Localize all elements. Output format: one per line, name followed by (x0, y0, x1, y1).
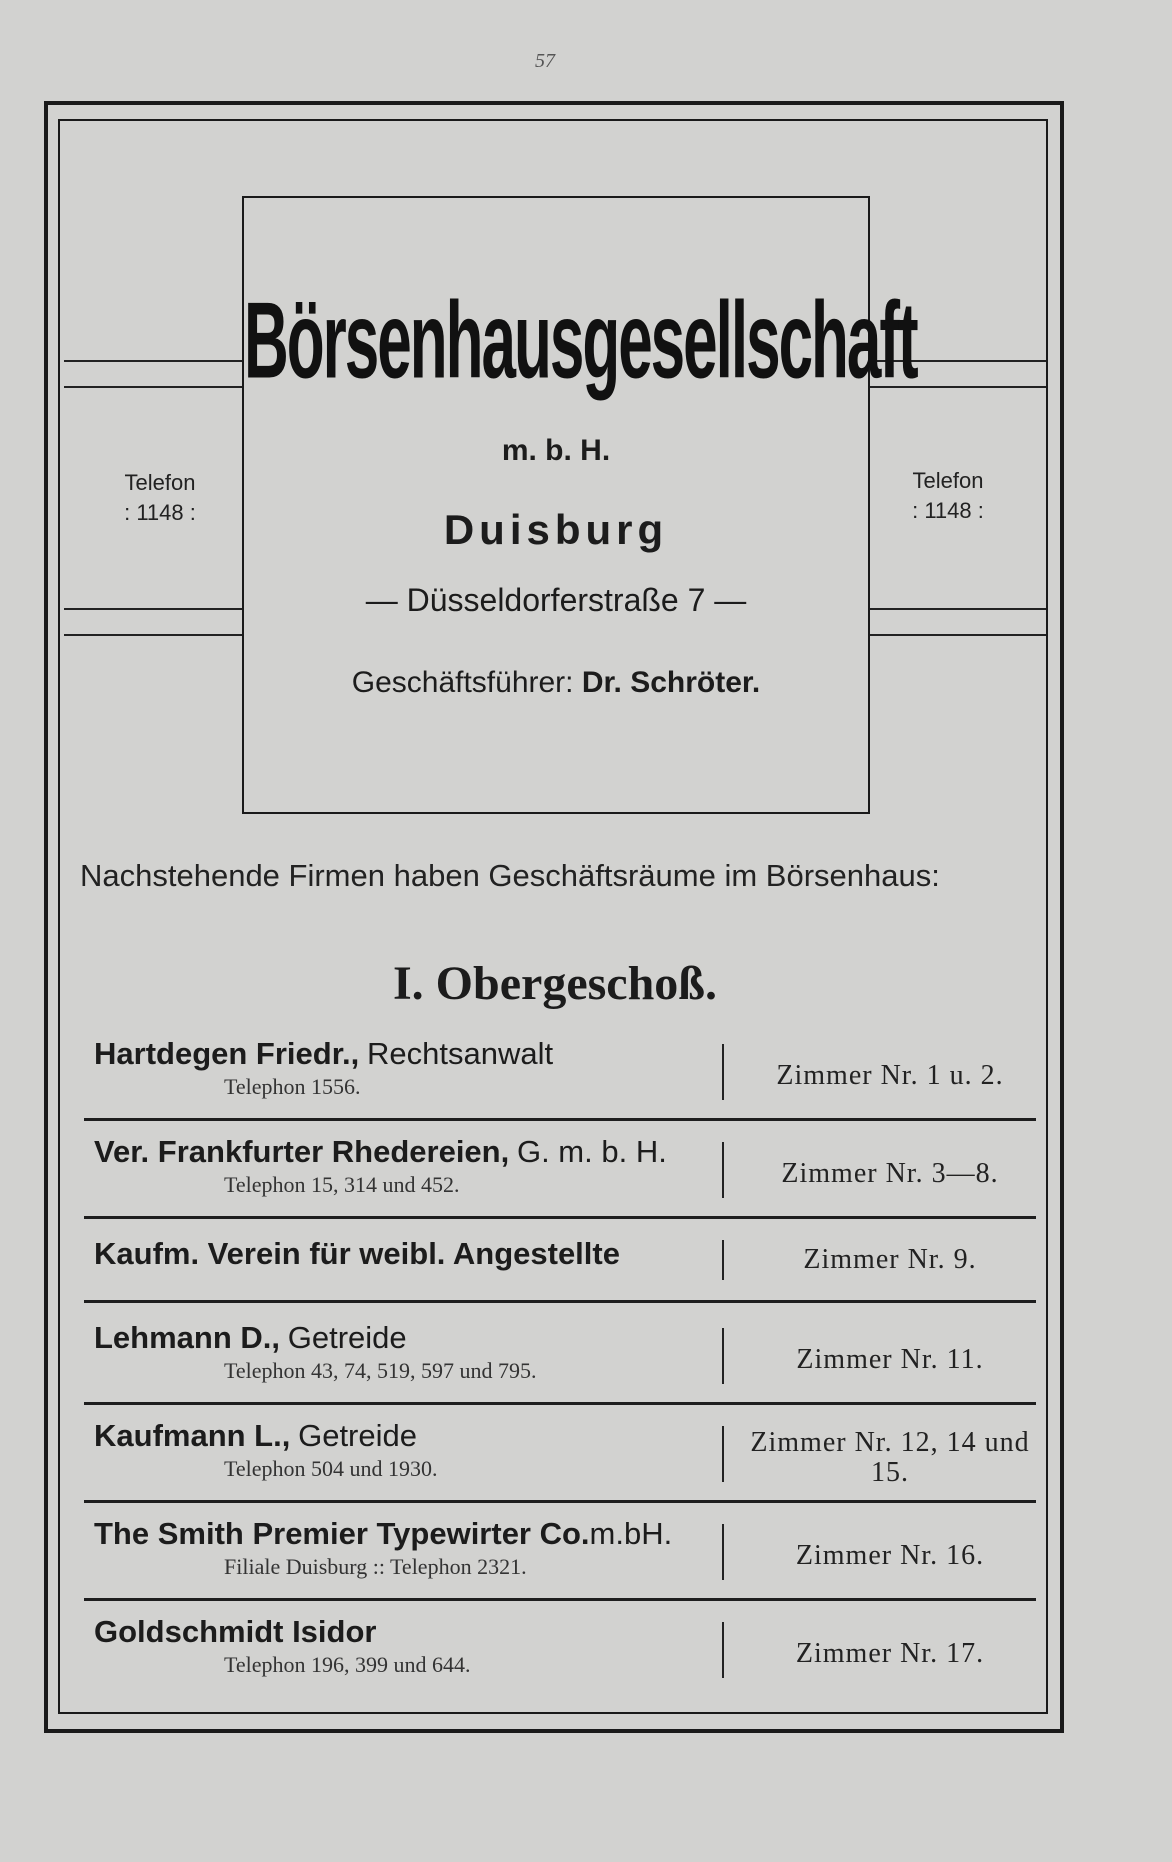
tenant-name: Kaufmann L., (94, 1418, 291, 1453)
brace (722, 1622, 724, 1678)
telephone-right (888, 466, 1008, 526)
tenant-room: Zimmer Nr. 3—8. (781, 1158, 999, 1189)
tenant-name: Hartdegen Friedr., (94, 1036, 360, 1071)
tenant-occupation: Rechtsanwalt (367, 1036, 554, 1071)
tenant-name: Lehmann D., (94, 1320, 281, 1355)
tenant-name: Ver. Frankfurter Rhedereien, (94, 1134, 510, 1169)
telephone-right-label: Telefon (912, 468, 984, 493)
tenant-row (90, 1516, 1038, 1612)
telephone-left-label: Telefon (124, 470, 196, 495)
tenant-room: Zimmer Nr. 12, 14 und 15. (750, 1427, 1030, 1488)
tenant-name-line (94, 1236, 620, 1272)
tenant-phone: Telephon 1556. (224, 1074, 361, 1099)
brace (722, 1328, 724, 1384)
tenant-name: The Smith Premier Typewirter Co. (94, 1516, 590, 1551)
brace (722, 1142, 724, 1198)
brace (722, 1044, 724, 1100)
tenant-room: Zimmer Nr. 16. (795, 1540, 985, 1571)
manager-name: Dr. Schröter. (581, 666, 761, 699)
tenant-row (90, 1320, 1038, 1416)
brace (722, 1240, 724, 1280)
legal-form: m. b. H. (501, 434, 611, 467)
tenant-occupation: Getreide (298, 1418, 417, 1453)
tenant-phone: Telephon 196, 399 und 644. (224, 1652, 471, 1677)
manager-label: Geschäftsführer: (351, 666, 574, 699)
tenant-name-line (94, 1036, 553, 1072)
left-rule-top-1 (64, 360, 242, 362)
row-divider (84, 1402, 1036, 1405)
page-number: 57 (535, 50, 555, 72)
manager-line (244, 666, 868, 700)
tenant-phone: Telephon 15, 314 und 452. (224, 1172, 460, 1197)
brace (722, 1524, 724, 1580)
tenant-name: Kaufm. Verein für weibl. Angestellte (94, 1236, 620, 1271)
street-address: — Düsseldorferstraße 7 — (365, 582, 747, 618)
right-rule-bottom-2 (870, 634, 1046, 636)
tenant-occupation: m.bH. (589, 1516, 673, 1551)
tenant-row (90, 1418, 1038, 1514)
row-divider (84, 1300, 1036, 1303)
tenant-room: Zimmer Nr. 17. (795, 1638, 985, 1669)
tenant-row (90, 1614, 1038, 1710)
city: Duisburg (443, 506, 669, 553)
tenant-phone: Telephon 43, 74, 519, 597 und 795. (224, 1358, 537, 1383)
row-divider (84, 1598, 1036, 1601)
tenant-row (90, 1036, 1038, 1132)
left-rule-bottom-1 (64, 608, 242, 610)
row-divider (84, 1118, 1036, 1121)
tenant-name-line (94, 1134, 667, 1170)
tenant-phone: Telephon 504 und 1930. (224, 1456, 438, 1481)
brace (722, 1426, 724, 1482)
tenant-occupation: G. m. b. H. (516, 1134, 667, 1169)
tenant-name: Goldschmidt Isidor (94, 1614, 377, 1649)
tenant-room: Zimmer Nr. 1 u. 2. (776, 1060, 1004, 1091)
telephone-right-number: : 1148 : (912, 498, 984, 523)
tenant-name-line (94, 1614, 376, 1650)
company-box (242, 196, 917, 814)
telephone-left (100, 468, 220, 528)
company-name: Börsenhausgesellschaft (244, 281, 917, 402)
floor-heading: I. Obergeschoß. (393, 957, 717, 1010)
telephone-left-number: : 1148 : (124, 500, 196, 525)
tenant-row (90, 1236, 1038, 1332)
tenant-row (90, 1134, 1038, 1230)
tenant-room: Zimmer Nr. 9. (803, 1244, 977, 1275)
left-rule-top-2 (64, 386, 242, 388)
tenant-occupation: Getreide (287, 1320, 407, 1355)
row-divider (84, 1500, 1036, 1503)
intro-text: Nachstehende Firmen haben Geschäftsräume im Börsenhaus: (80, 858, 940, 893)
right-rule-bottom-1 (870, 608, 1046, 610)
left-rule-bottom-2 (64, 634, 242, 636)
tenant-room: Zimmer Nr. 11. (796, 1344, 984, 1375)
row-divider (84, 1216, 1036, 1219)
tenant-name-line (94, 1516, 672, 1552)
tenant-name-line (94, 1418, 417, 1454)
tenant-branch: Filiale Duisburg :: Telephon 2321. (224, 1554, 527, 1579)
tenant-name-line (94, 1320, 407, 1356)
